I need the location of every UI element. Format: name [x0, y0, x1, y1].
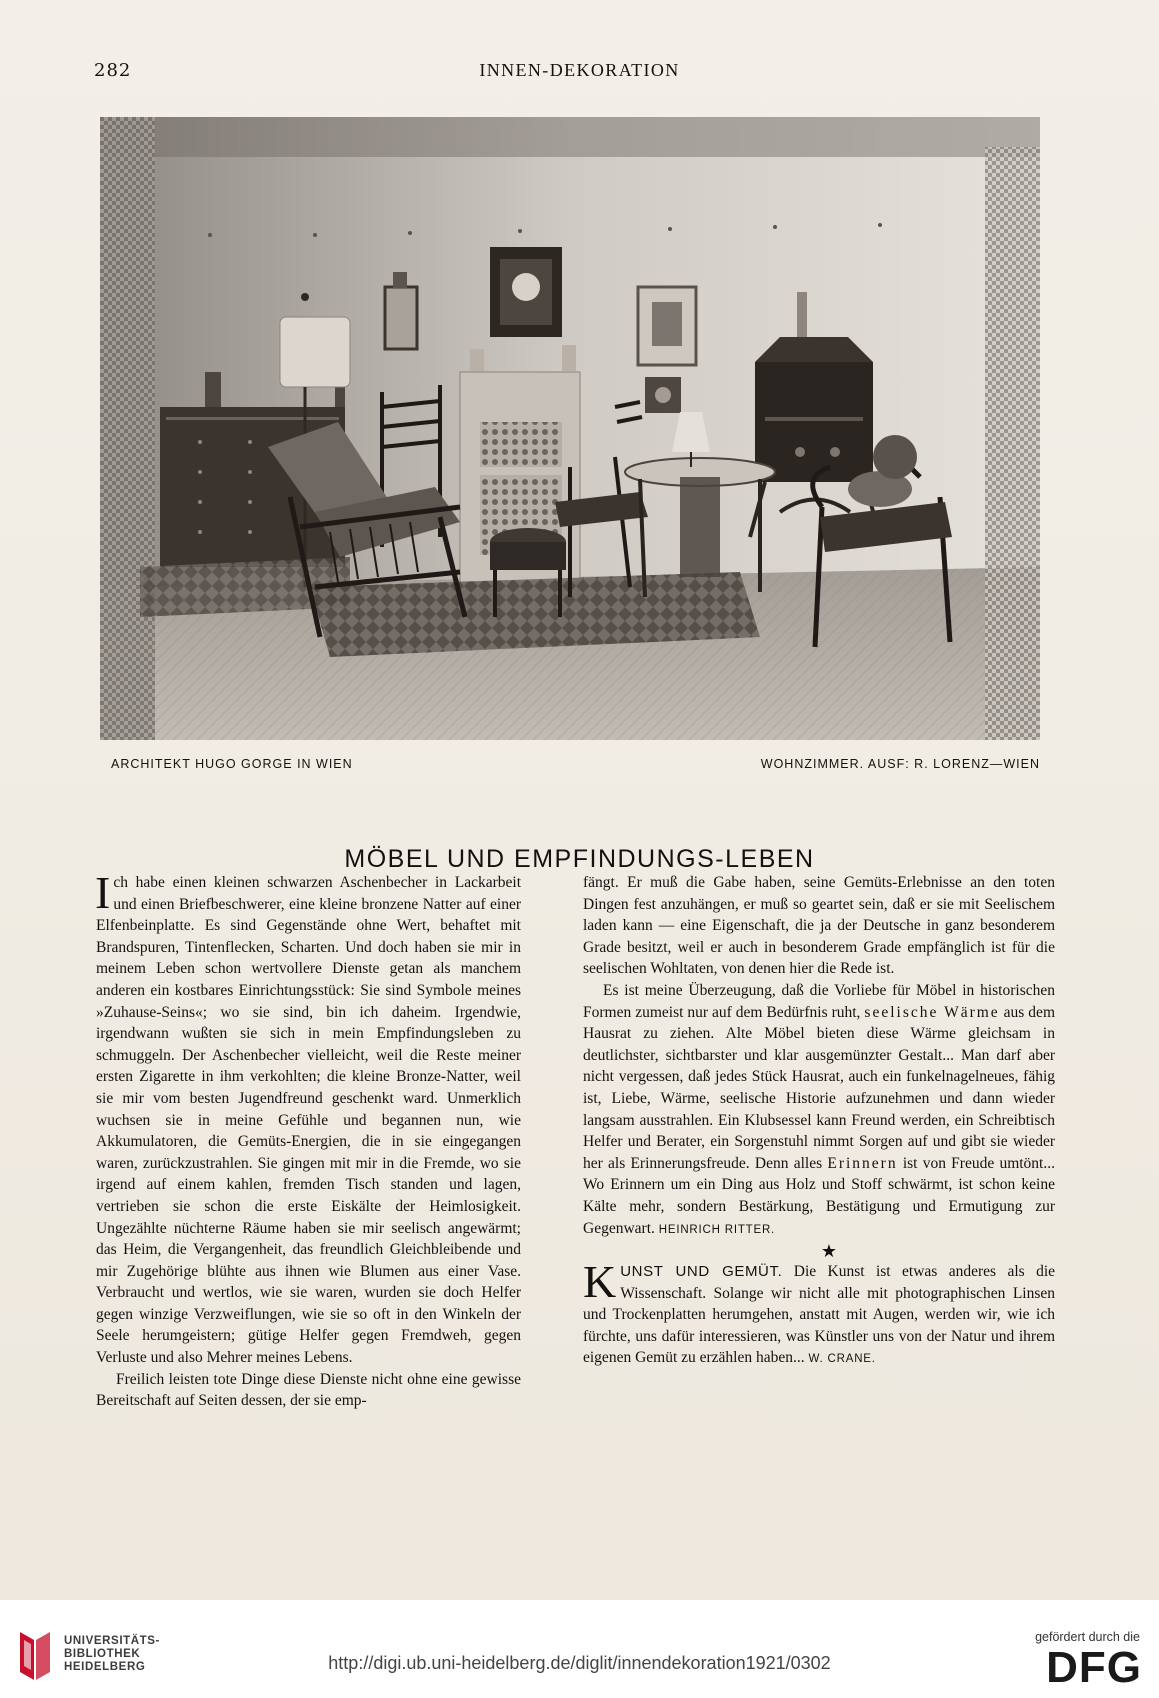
living-room-photo-illustration	[100, 117, 1040, 740]
library-name-line: BIBLIOTHEK	[64, 1648, 141, 1660]
paragraph	[96, 1369, 521, 1412]
drop-cap: K	[583, 1256, 617, 1308]
paragraph-text: Es ist meine Überzeugung, daß die Vorliebe für Möbel in historischen Formen zumeist nur auf dem Bedürfnis ruht,	[583, 981, 1055, 1021]
article-title: MÖBEL UND EMPFINDUNGS-LEBEN	[344, 844, 815, 873]
dfg-logo: DFG	[1046, 1643, 1142, 1692]
paragraph	[95, 867, 521, 1369]
paragraph-text: aus dem Hausrat zu ziehen. Alte Möbel bieten diese Wärme gleichsam in deutlichster, sichtbarster und klar ausgemünzter Gestalt... Man darf aber nicht vergessen, daß jedes Stück Hausrat, auch ein funkelnagelneues, fähig ist, Liebe, Wärme, seelische Historie aufzunehmen und dann wieder langsam ausstrahlen. Ein Klubsessel kann Freund werden, ein Schreibtisch Helfer und Berater, ein Sorgenstuhl nimmt Sorgen auf und gibt sie wieder her als Erinnerungsfreude. Denn alles	[583, 1003, 1055, 1172]
paragraph-text: ist von Freude umtönt... Wo Erinnern um ein Ding aus Holz und Stoff schwärmt, ist schon keine Kälte mehr, sondern Bestärkung, Bestätigung und Ermutigung zur Gegenwart.	[583, 1154, 1055, 1237]
emphasis-text: Erinnern	[827, 1154, 898, 1172]
article-column-left	[95, 867, 521, 1412]
drop-cap: I	[95, 867, 111, 918]
paragraph-text: Die Kunst ist etwas anderes als die Wissenschaft. Solange wir nicht alle mit photographischen Linsen und Trockenplatten herumgehen, anstatt mit Augen, werden wir, wie ich fürchte, uns dafür interessieren, was Künstler uns von der Natur und ihrem eigenen Gemüt zu erzählen haben...	[583, 1263, 1056, 1367]
interior-photograph	[100, 117, 1040, 740]
funded-by-label: gefördert durch die	[1035, 1630, 1140, 1644]
page-number: 282	[94, 60, 132, 81]
author-signature: W. CRANE.	[808, 1353, 876, 1366]
emphasis-text: seelische Wärme	[864, 1003, 1000, 1021]
author-signature: HEINRICH RITTER.	[658, 1223, 776, 1236]
paragraph-text: Freilich leisten tote Dinge diese Dienste nicht ohne eine gewisse Bereitschaft auf Seiten dessen, der sie emp-	[96, 1370, 521, 1410]
paragraph-text: ch habe einen kleinen schwarzen Aschenbecher in Lackarbeit und einen Briefbeschwerer, eine kleine bronzene Natter auf einer Elfenbeinplatte. Es sind Gegenstände ohne Wert, behaftet mit Brandspuren, Tintenflecken, Scharten. Und doch haben sie mir in meinem Leben schon wertvollere Dienste getan als manchem anderen ein kostbares Einrichtungsstück: Sie sind Symbole meines »Zuhause-Seins«; wo sie sind, bin ich daheim. Irgendwie, irgendwann wußten sie sich in mein Empfindungsleben zu schmuggeln. Der Aschenbecher vielleicht, weil die Reste meiner ersten Zigarette in ihm verkohlten; die kleine Bronze-Natter, weil sie mir vom besten Jugendfreund geschenkt ward. Unmerklich wuchsen sie in meine Gefühle und begannen nun, wie Akkumulatoren, die Gemüts-Energien, die in sie eingegangen waren, zurückzustrahlen. Sie gingen mit mir in die Fremde, wo sie irgend auf einem kahlen, fremden Tisch standen und lagen, vertrieben sie schon die erste Eiskälte der Heimlosigkeit. Ungezählte nüchterne Räume haben sie mir seelisch angewärmt; das Heim, die Vergangenheit, das freundlich Gleichbleibende und mir Zugehörige blühte aus ihnen wie Blumen aus einer Vase. Verbraucht und wertlos, wie sie waren, wurden sie doch Helfer gegen winzige Verzweiflungen, wie sie so oft in den Winkeln der Seele herumgeistern; gütige Helfer gegen Fremdweh, gegen Verluste und also Mehrer meines Lebens.	[96, 874, 521, 1367]
source-url-link[interactable]: http://digi.ub.uni-heidelberg.de/diglit/innendekoration1921/0302	[328, 1653, 831, 1673]
paragraph-text: fängt. Er muß die Gabe haben, seine Gemüts-Erlebnisse an den toten Dingen fest anzuhängen, er muß so geartet sein, daß er sie mit Seelischem laden kann — eine Eigenschaft, die ja der Deutsche in ganz besonderem Grade besitzt, weil er auch in besonderem Grade empfänglich ist für die seelischen Wohltaten, von denen hier die Rede ist.	[583, 874, 1055, 978]
digitization-footer	[0, 1600, 1159, 1698]
paragraph	[583, 872, 1055, 980]
article-column-right	[583, 872, 1055, 1371]
running-title: INNEN-DEKORATION	[479, 60, 680, 80]
library-name-line: UNIVERSITÄTS-	[64, 1635, 160, 1647]
paragraph	[583, 1256, 1056, 1371]
library-name-line: HEIDELBERG	[64, 1661, 146, 1673]
photo-caption-architect: ARCHITEKT HUGO GORGE IN WIEN	[111, 757, 353, 771]
paragraph	[583, 980, 1055, 1241]
section-lead: UNST UND GEMÜT.	[620, 1263, 783, 1281]
photo-caption-room: WOHNZIMMER. AUSF: R. LORENZ—WIEN	[760, 757, 1040, 771]
section-separator: ★	[820, 1241, 838, 1262]
